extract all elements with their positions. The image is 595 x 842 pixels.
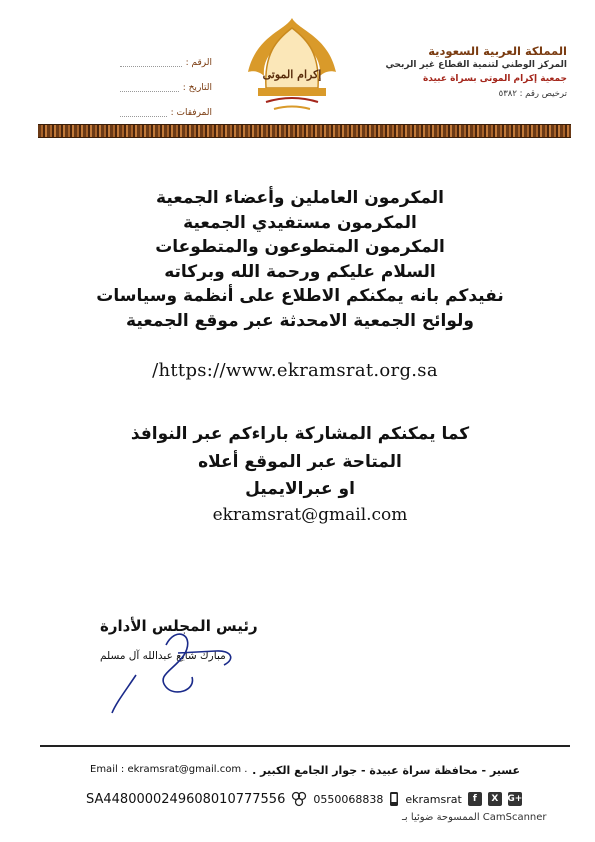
center-name: المركز الوطني لتنمية القطاع غير الربحي: [385, 60, 567, 70]
date-field: التاريخ :: [120, 75, 212, 100]
organization-header: [377, 44, 567, 102]
body-line: ولوائح الجمعية الامحدثة عبر موقع الجمعية: [126, 310, 474, 331]
contact-email[interactable]: ekramsrat@gmail.com: [212, 505, 408, 525]
bank-icon: [291, 791, 307, 807]
association-logo: [236, 14, 348, 118]
decorative-band: [38, 124, 571, 138]
google-plus-icon[interactable]: G+: [507, 794, 523, 804]
logo-text: إكرام الموتى: [262, 68, 322, 81]
footer-divider: [40, 745, 570, 747]
association-name: جمعية إكرام الموتى بسراة عبيدة: [422, 74, 567, 84]
iban: SA4480000249608010777556: [86, 791, 286, 807]
phone-icon: [389, 791, 399, 807]
phone-number[interactable]: 0550068838: [313, 792, 384, 806]
body-line: او عبرالايميل: [245, 479, 355, 499]
body-line: السلام عليكم ورحمة الله وبركاته: [164, 261, 436, 282]
body-line: المكرمون العاملين وأعضاء الجمعية: [156, 188, 444, 208]
header-fields: [120, 50, 212, 125]
letter-body-part1: [40, 186, 560, 333]
handwritten-signature: [96, 615, 256, 715]
number-field: الرقم :: [120, 50, 212, 75]
country-name: المملكة العربية السعودية: [428, 44, 567, 58]
footer-address: عسير - محافظة سراة عبيدة - جوار الجامع الكبير .: [252, 764, 520, 777]
body-line: نفيدكم بانه يمكنكم الاطلاع على أنظمة وسياسات: [96, 286, 504, 306]
body-line: كما يمكنكم المشاركة باراءكم عبر النوافذ: [130, 424, 470, 444]
website-url[interactable]: /https://www.ekramsrat.org.sa: [152, 360, 438, 381]
license-number: ترخيص رقم : ٥٣٨٢: [498, 89, 567, 99]
signature-title: رئيس المجلس الأدارة: [100, 617, 258, 635]
footer-line2: [86, 791, 522, 807]
facebook-icon[interactable]: f: [468, 792, 482, 806]
footer-line1: [90, 764, 520, 777]
attachments-field: المرفقات :: [120, 100, 212, 125]
body-line: المكرمون المتطوعون والمتطوعات: [155, 237, 445, 257]
body-line: المتاحة عبر الموقع أعلاه: [198, 451, 402, 472]
body-line: المكرمون مستفيدي الجمعية: [183, 212, 417, 233]
letter-body-part2: [40, 421, 560, 504]
social-handle[interactable]: ekramsrat: [405, 792, 462, 806]
x-icon[interactable]: X: [488, 792, 502, 806]
scanner-watermark: الممسوحة ضوئيا بـ CamScanner: [402, 812, 547, 823]
signatory-name: مبارك شايع عبدالله آل مسلم: [100, 650, 226, 662]
footer-email[interactable]: Email : ekramsrat@gmail.com .: [90, 764, 248, 775]
